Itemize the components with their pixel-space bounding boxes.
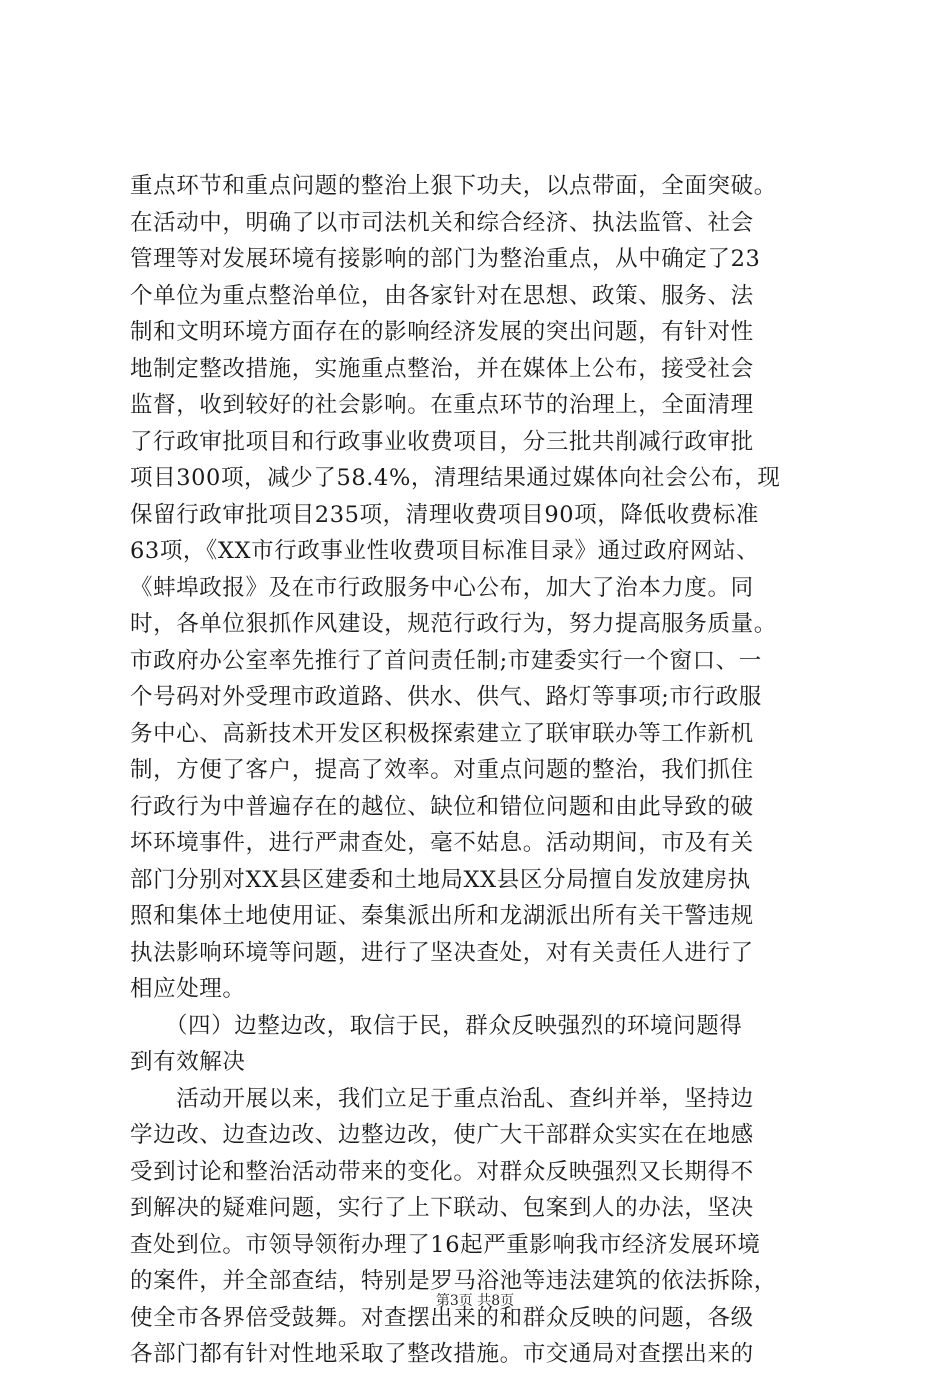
text-line: 63项，《XX市行政事业性收费项目标准目录》通过政府网站、 (130, 538, 760, 564)
text-line: 受到讨论和整治活动带来的变化。对群众反映强烈又长期得不 (130, 1158, 754, 1185)
text-line: 相应处理。 (130, 976, 246, 1002)
body-text (130, 168, 830, 1373)
text-line: 时，各单位狠抓作风建设，规范行政行为，努力提高服务质量。 (130, 611, 777, 637)
text-line: 执法影响环境等问题，进行了坚决查处，对有关责任人进行了 (130, 939, 754, 966)
text-line: 个单位为重点整治单位，由各家针对在思想、政策、服务、法 (130, 282, 754, 309)
text-line: 各部门都有针对性地采取了整改措施。市交通局对查摆出来的 (130, 1341, 754, 1367)
text-line: 查处到位。市领导领衔办理了16起严重影响我市经济发展环境 (130, 1231, 761, 1258)
text-line: 重点环节和重点问题的整治上狠下功夫，以点带面，全面突破。 (130, 173, 777, 199)
page-number-footer: 第3页 共8页 (435, 1293, 515, 1309)
text-line: 市政府办公室率先推行了首问责任制;市建委实行一个窗口、一 (130, 647, 762, 674)
text-line: 坏环境事件，进行严肃查处，毫不姑息。活动期间，市及有关 (130, 830, 754, 856)
text-line: 学边改、边查边改、边整边改，使广大干部群众实实在在地感 (130, 1122, 754, 1148)
text-line: 监督，收到较好的社会影响。在重点环节的治理上，全面清理 (130, 392, 754, 418)
text-line: 部门分别对XX县区建委和土地局XX县区分局擅自发放建房执 (130, 866, 751, 893)
section-heading: （四）边整边改，取信于民，群众反映强烈的环境问题得 (130, 1012, 743, 1039)
text-line: 制，方便了客户，提高了效率。对重点问题的整治，我们抓住 (130, 757, 754, 783)
text-line: 地制定整改措施，实施重点整治，并在媒体上公布，接受社会 (130, 355, 754, 382)
text-line: 在活动中，明确了以市司法机关和综合经济、执法监管、社会 (130, 209, 754, 236)
text-line: 个号码对外受理市政道路、供水、供气、路灯等事项;市行政服 (130, 684, 762, 710)
text-line: 管理等对发展环境有接影响的部门为整治重点，从中确定了23 (130, 246, 761, 272)
text-line: 的案件，并全部查结，特别是罗马浴池等违法建筑的依法拆除， (130, 1268, 777, 1294)
text-line: 了行政审批项目和行政事业收费项目，分三批共削减行政审批 (130, 428, 754, 455)
text-line: 使全市各界倍受鼓舞。对查摆出来的和群众反映的问题，各级 (130, 1304, 754, 1331)
text-line: 行政行为中普遍存在的越位、缺位和错位问题和由此导致的破 (130, 793, 754, 820)
text-line: 到解决的疑难问题，实行了上下联动、包案到人的办法，坚决 (130, 1195, 754, 1221)
text-line: 照和集体土地使用证、秦集派出所和龙湖派出所有关干警违规 (130, 903, 754, 929)
section-heading: 到有效解决 (130, 1049, 246, 1075)
text-line: 保留行政审批项目235项，清理收费项目90项，降低收费标准 (130, 501, 759, 528)
text-line: 制和文明环境方面存在的影响经济发展的突出问题，有针对性 (130, 319, 754, 345)
text-line: 活动开展以来，我们立足于重点治乱、查纠并举，坚持边 (130, 1085, 754, 1112)
text-line: 《蚌埠政报》及在市行政服务中心公布，加大了治本力度。同 (130, 574, 754, 601)
text-line: 项目300项，减少了58.4%，清理结果通过媒体向社会公布，现 (130, 465, 781, 491)
text-line: 务中心、高新技术开发区积极探索建立了联审联办等工作新机 (130, 720, 754, 747)
